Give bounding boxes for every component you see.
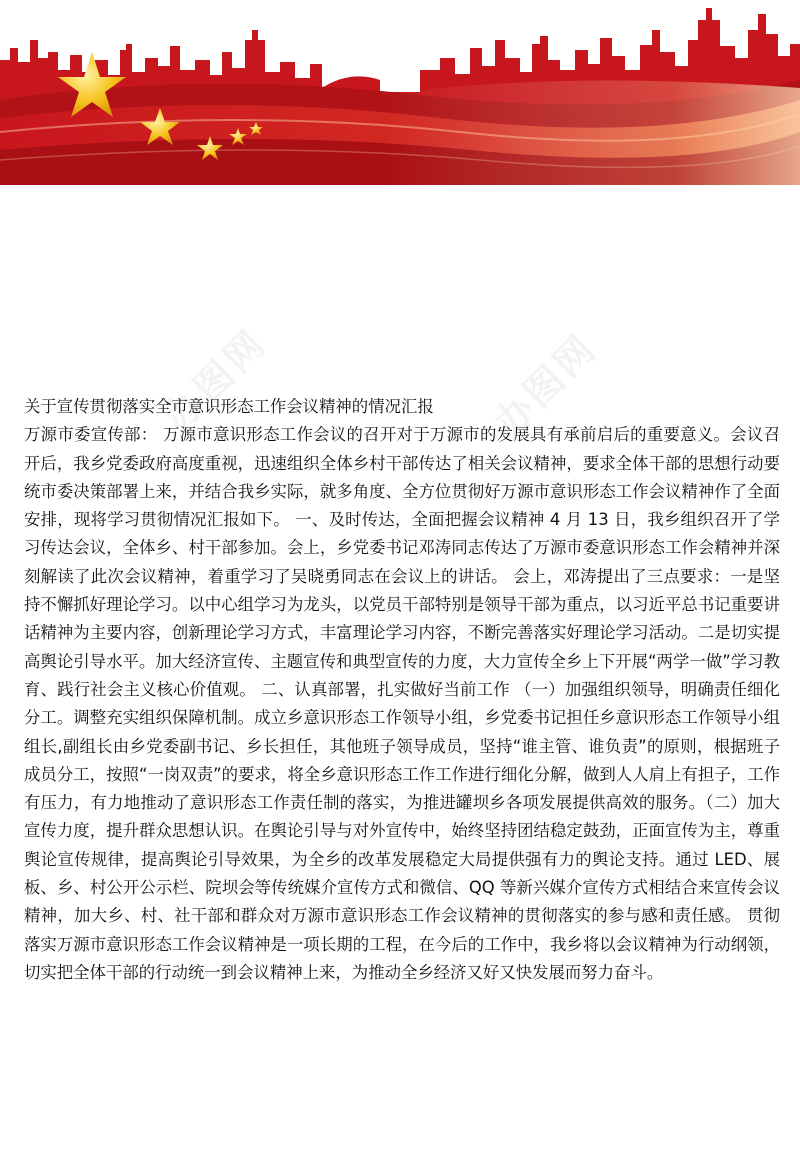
document-body: 万源市委宣传部： 万源市意识形态工作会议的召开对于万源市的发展具有承前启后的重要意义。会议召开后，我乡党委政府高度重视，迅速组织全体乡村干部传达了相关会议精神，要求全体干部的思想行动要统市委决策部署上来，并结合我乡实际，就多角度、全方位贯彻好万源市意识形态工作会议精神作了全面安排，现将学习贯彻情况汇报如下。 一、及时传达，全面把握会议精神 4 月 13 日，我乡组织召开了学习传达会议，全体乡、村干部参加。会上，乡党委书记邓涛同志传达了万源市委意识形态工作会精神并深刻解读了此次会议精神，着重学习了吴晓勇同志在会议上的讲话。 会上，邓涛提出了三点要求：一是坚持不懈抓好理论学习。以中心组学习为龙头，以党员干部特别是领导干部为重点，以习近平总书记重要讲话精神为主要内容，创新理论学习方式，丰富理论学习内容，不断完善落实好理论学习活动。二是切实提高舆论引导水平。加大经济宣传、主题宣传和典型宣传的力度，大力宣传全乡上下开展“两学一做”学习教育、践行社会主义核心价值观。 二、认真部署，扎实做好当前工作 （一）加强组织领导，明确责任细化分工。调整充实组织保障机制。成立乡意识形态工作领导小组，乡党委书记担任乡意识形态工作领导小组组长,副组长由乡党委副书记、乡长担任，其他班子领导成员，坚持“谁主管、谁负责”的原则，根据班子成员分工，按照“一岗双责”的要求，将全乡意识形态工作工作进行细化分解，做到人人肩上有担子，工作有压力，有力地推动了意识形态工作责任制的落实，为推进罐坝乡各项发展提供高效的服务。（二）加大宣传力度，提升群众思想认识。在舆论引导与对外宣传中，始终坚持团结稳定鼓劲，正面宣传为主，尊重舆论宣传规律，提高舆论引导效果，为全乡的改革发展稳定大局提供强有力的舆论支持。通过 LED、展板、乡、村公开公示栏、院坝会等传统媒介宣传方式和微信、QQ 等新兴媒介宣传方式相结合来宣传会议精神，加大乡、村、社干部和群众对万源市意识形态工作会议精神的贯彻落实的参与感和责任感。 贯彻落实万源市意识形态工作会议精神是一项长期的工程，在今后的工作中，我乡将以会议精神为行动纲领，切实把全体干部的行动统一到会议精神上来，为推动全乡经济又好又快发展而努力奋斗。 <box>24 425 780 982</box>
header-banner <box>0 0 800 185</box>
document-title: 关于宣传贯彻落实全市意识形态工作会议精神的情况汇报 <box>24 397 434 416</box>
document-content <box>24 393 780 987</box>
watermark: 办图网 <box>155 319 276 441</box>
watermark: 办图网 <box>485 324 606 446</box>
red-city-skyline-icon <box>0 0 800 185</box>
